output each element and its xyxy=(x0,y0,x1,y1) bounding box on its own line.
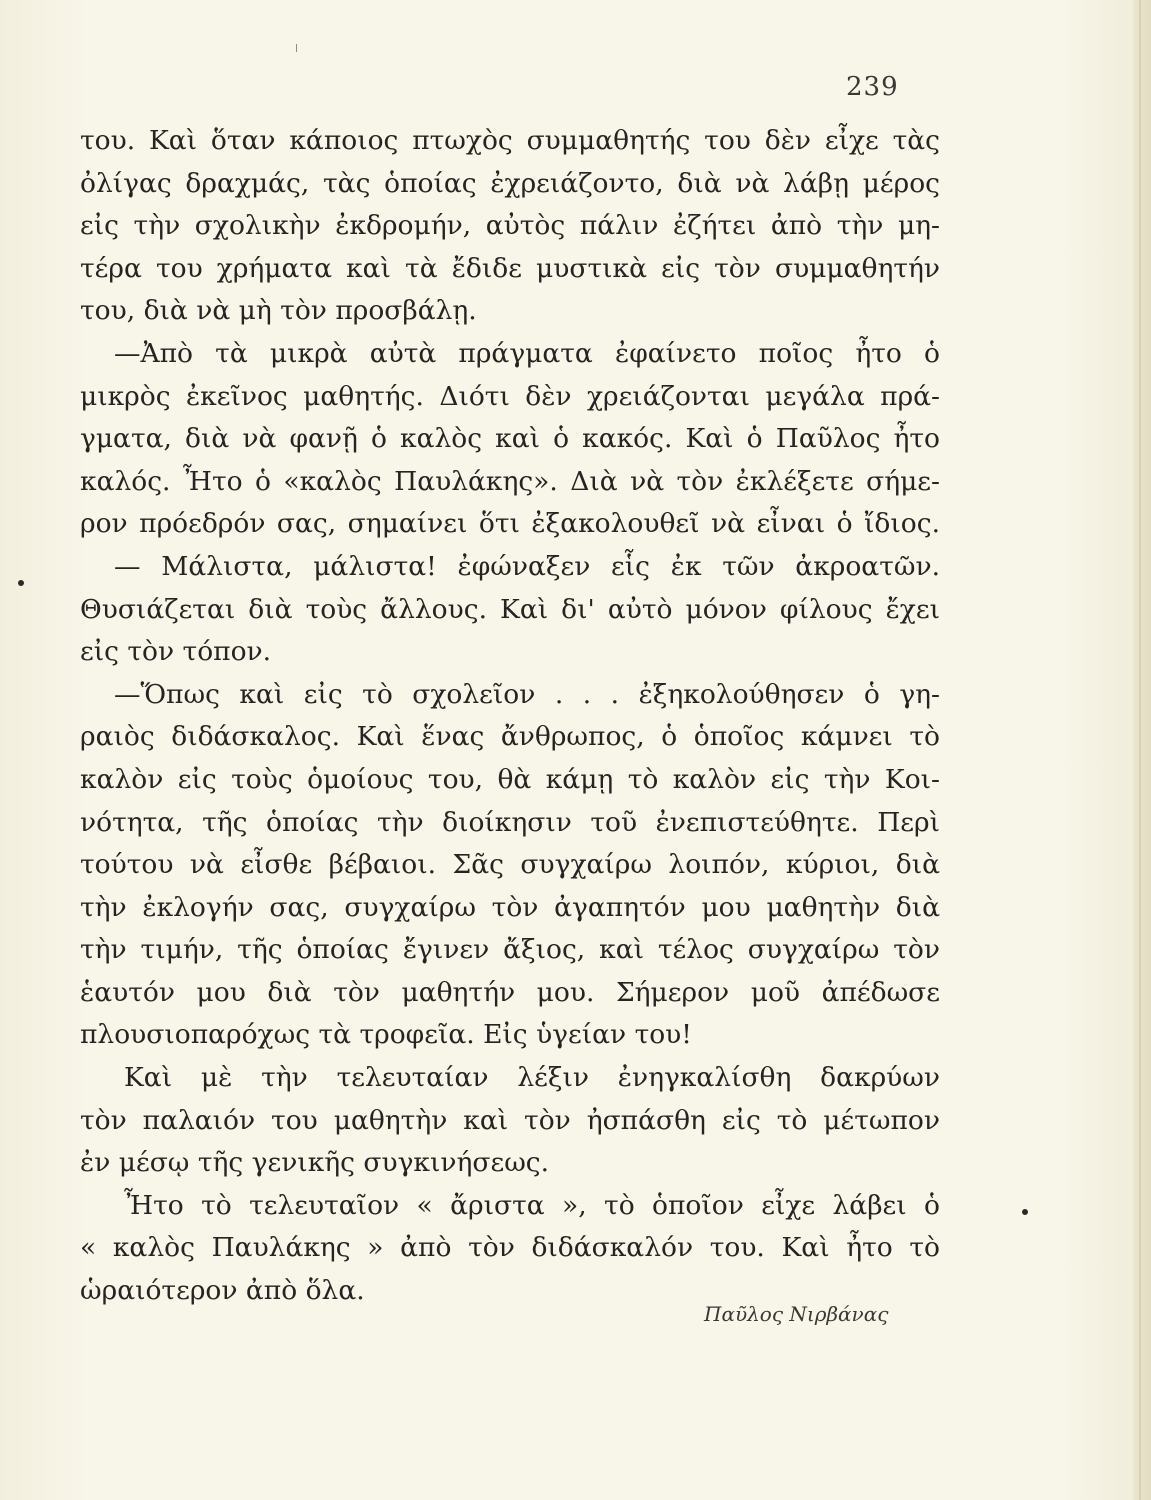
text-line: καλός. Ἦτο ὁ «καλὸς Παυλάκης». Διὰ νὰ τὸν ἐκλέξετε σήμε- xyxy=(80,465,940,497)
text-line: ἐν μέσῳ τῆς γενικῆς συγκινήσεως. xyxy=(80,1147,550,1179)
text-line: ραιὸς διδάσκαλος. Καὶ ἕνας ἄνθρωπος, ὁ ὁποῖος κάμνει τὸ xyxy=(80,721,940,753)
margin-dot xyxy=(18,580,24,586)
text-line: τὴν ἐκλογήν σας, συγχαίρω τὸν ἀγαπητόν μου μαθητὴν διὰ xyxy=(80,891,940,923)
text-line: νότητα, τῆς ὁποίας τὴν διοίκησιν τοῦ ἐνεπιστεύθητε. Περὶ xyxy=(80,806,940,838)
print-mark xyxy=(296,44,297,52)
text-line: καλὸν εἰς τοὺς ὁμοίους του, θὰ κάμῃ τὸ καλὸν εἰς τὴν Κοι- xyxy=(80,763,940,795)
text-line: ρον πρόεδρόν σας, σημαίνει ὅτι ἐξακολουθεῖ νὰ εἶναι ὁ ἴδιος. xyxy=(80,508,940,540)
text-line: Καὶ μὲ τὴν τελευταίαν λέξιν ἐνηγκαλίσθη δακρύων xyxy=(124,1062,940,1094)
text-line: του, διὰ νὰ μὴ τὸν προσβάλῃ. xyxy=(80,295,477,327)
body-text xyxy=(80,120,940,1313)
text-line: — Μάλιστα, μάλιστα! ἐφώναξεν εἷς ἐκ τῶν ἀκροατῶν. xyxy=(114,550,940,582)
margin-dot xyxy=(1022,1209,1028,1215)
text-line: εἰς τὴν σχολικὴν ἐκδρομήν, αὐτὸς πάλιν ἐζήτει ἀπὸ τὴν μη- xyxy=(80,210,940,242)
text-line: εἰς τὸν τόπον. xyxy=(80,636,272,668)
page-edge-rule xyxy=(1139,0,1141,1500)
text-line: μικρὸς ἐκεῖνος μαθητής. Διότι δὲν χρειάζονται μεγάλα πρά- xyxy=(80,380,940,412)
text-line: τέρα του χρήματα καὶ τὰ ἔδιδε μυστικὰ εἰς τὸν συμμαθητήν xyxy=(80,252,940,284)
text-line: ὡραιότερον ἀπὸ ὅλα. xyxy=(80,1275,365,1307)
text-line: —Ἀπὸ τὰ μικρὰ αὐτὰ πράγματα ἐφαίνετο ποῖος ἦτο ὁ xyxy=(114,337,940,369)
text-line: « καλὸς Παυλάκης » ἀπὸ τὸν διδάσκαλόν του. Καὶ ἦτο τὸ xyxy=(80,1232,940,1264)
text-line: τὸν παλαιόν του μαθητὴν καὶ τὸν ἠσπάσθη εἰς τὸ μέτωπον xyxy=(80,1104,940,1136)
author-signature: Παῦλος Νιρβάνας xyxy=(704,1302,889,1326)
text-line: ἑαυτόν μου διὰ τὸν μαθητήν μου. Σήμερον μοῦ ἀπέδωσε xyxy=(80,976,940,1008)
text-line: —Ὅπως καὶ εἰς τὸ σχολεῖον . . . ἐξηκολούθησεν ὁ γη- xyxy=(114,678,940,710)
text-line: ὀλίγας δραχμάς, τὰς ὁποίας ἐχρειάζοντο, διὰ νὰ λάβῃ μέρος xyxy=(80,167,940,199)
page-edge xyxy=(1133,0,1151,1500)
text-line: τούτου νὰ εἶσθε βέβαιοι. Σᾶς συγχαίρω λοιπόν, κύριοι, διὰ xyxy=(80,849,940,881)
text-line: του. Καὶ ὅταν κάποιος πτωχὸς συμμαθητής του δὲν εἶχε τὰς xyxy=(80,125,940,156)
text-line: Θυσιάζεται διὰ τοὺς ἄλλους. Καὶ δι' αὐτὸ μόνον φίλους ἔχει xyxy=(80,593,940,625)
text-line: τὴν τιμήν, τῆς ὁποίας ἔγινεν ἄξιος, καὶ τέλος συγχαίρω τὸν xyxy=(80,934,940,966)
text-line: γματα, διὰ νὰ φανῇ ὁ καλὸς καὶ ὁ κακός. Καὶ ὁ Παῦλος ἦτο xyxy=(80,423,940,455)
page-number: 239 xyxy=(846,72,899,102)
text-line: Ἦτο τὸ τελευταῖον « ἄριστα », τὸ ὁποῖον εἶχε λάβει ὁ xyxy=(124,1189,940,1221)
text-line: πλουσιοπαρόχως τὰ τροφεῖα. Εἰς ὑγείαν του! xyxy=(80,1019,692,1051)
